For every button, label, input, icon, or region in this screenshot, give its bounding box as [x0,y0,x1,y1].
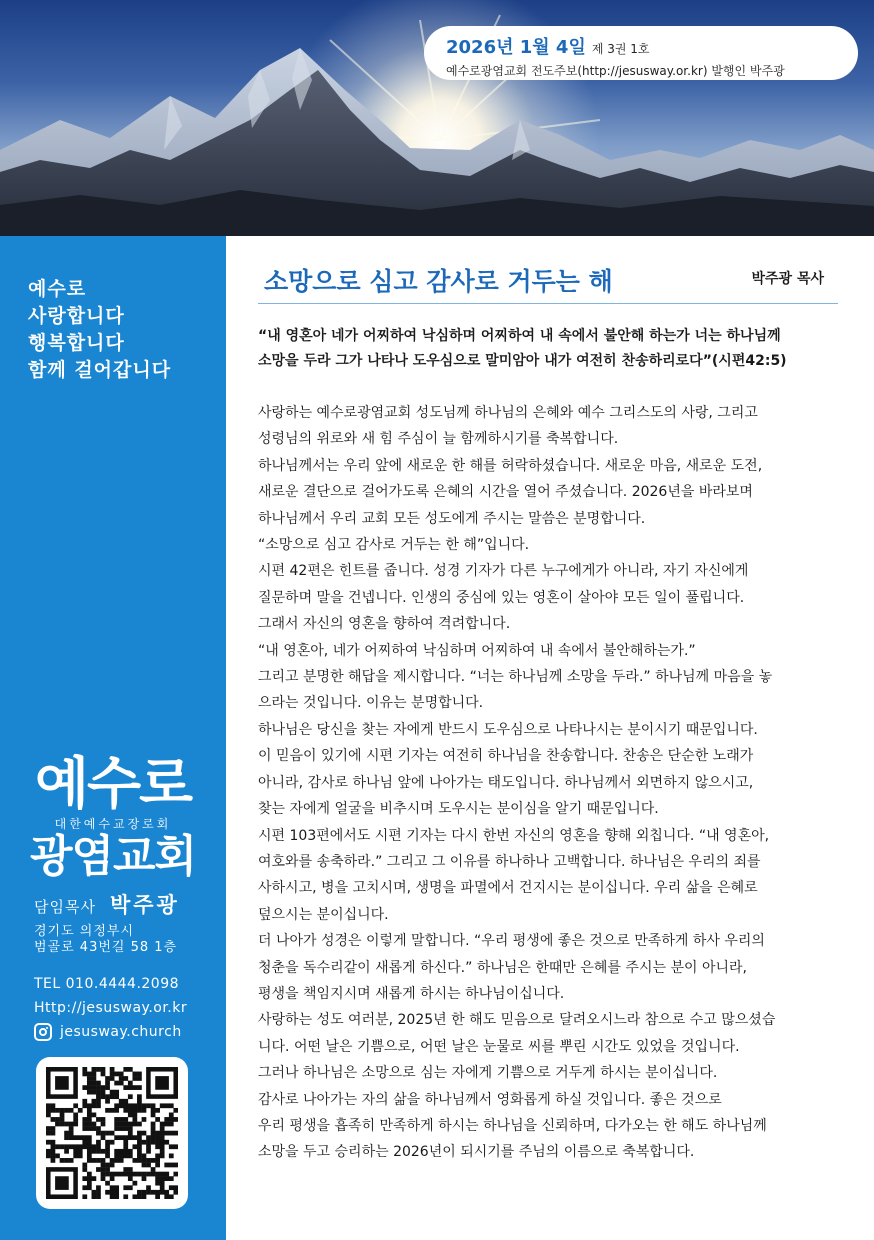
sidebar [0,236,226,1240]
body-line: 덮으시는 분이십니다. [258,906,389,923]
body-line: 하나님께서는 우리 앞에 새로운 한 해를 허락하셨습니다. 새로운 마음, 새로운 도전, [258,457,763,474]
address-line: 범골로 43번길 58 1층 [34,940,178,955]
logo-bottom-text: 광염교회 [29,831,196,882]
body-line: 여호와를 송축하라.” 그리고 그 이유를 하나하나 고백합니다. 하나님은 우리의 죄를 [258,853,761,870]
article-header [258,236,838,304]
pastor-name: 박주광 [109,893,180,917]
body-line: 하나님은 당신을 찾는 자에게 반드시 도우심으로 나타나시는 분이시기 때문입니다. [258,721,758,738]
body-line: 하나님께서 우리 교회 모든 성도에게 주시는 말씀은 분명합니다. [258,510,646,527]
instagram-link[interactable] [34,1020,187,1044]
body-line: 청춘을 독수리같이 새롭게 하신다.” 하나님은 한때만 은혜를 주시는 분이 아니라, [258,959,747,976]
body-line: 그러나 하나님은 소망으로 심는 자에게 기쁨으로 거두게 하시는 분이십니다. [258,1065,718,1082]
body-line: 시편 42편은 힌트를 줍니다. 성경 기자가 다른 누구에게가 아니라, 자기 자신에게 [258,563,749,580]
body-line: 소망을 두고 승리하는 2026년이 되시기를 주님의 이름으로 축복합니다. [258,1144,695,1161]
body-line: 으라는 것입니다. 이유는 분명합니다. [258,695,484,712]
issue-volume: 제 3권 1호 [591,42,650,56]
issue-date: 2026년 1월 4일 [446,37,586,58]
instagram-handle: jesusway.church [60,1024,182,1040]
article-author: 박주광 목사 [751,271,824,287]
website-link[interactable]: Http://jesusway.or.kr [34,1000,188,1016]
pastor-info [34,889,180,919]
verse-line: 소망을 두라 그가 나타나 도우심으로 말미암아 내가 여전히 찬송하리로다”(시편42:5) [258,353,787,369]
pastor-label: 담임목사 [34,898,96,916]
publisher-line: 예수로광염교회 전도주보(http://jesusway.or.kr) 발행인 박주광 [446,64,785,78]
body-line: 사랑하는 성도 여러분, 2025년 한 해도 믿음으로 달려오시느라 참으로 수고 많으셨습 [258,1012,776,1029]
article [258,236,838,1166]
body-line: 아니라, 감사로 하나님 앞에 나아가는 태도입니다. 하나님께서 외면하지 않으시고, [258,774,754,791]
body-line: 니다. 어떤 날은 기쁨으로, 어떤 날은 눈물로 씨를 뿌린 시간도 있었을 것입니다. [258,1038,740,1055]
body-line: 사하시고, 병을 고치시며, 생명을 파멸에서 건지시는 분이십니다. 우리 삶을 은혜로 [258,880,758,897]
body-line: 감사로 나아가는 자의 삶을 하나님께서 영화롭게 하실 것입니다. 좋은 것으로 [258,1091,722,1108]
instagram-icon [34,1023,52,1041]
issue-info-box [424,26,858,80]
body-line: 질문하며 말을 건넵니다. 인생의 중심에 있는 영혼이 살아야 모든 일이 풀립니다. [258,589,745,606]
slogan-line: 사랑합니다 [28,305,125,327]
body-line: 그리고 분명한 해답을 제시합니다. “너는 하나님께 소망을 두라.” 하나님께 마음을 놓 [258,669,773,686]
body-line: 사랑하는 예수로광염교회 성도님께 하나님의 은혜와 예수 그리스도의 사랑, 그리고 [258,405,758,421]
church-address [34,924,177,956]
slogan-line: 함께 걸어갑니다 [28,359,172,381]
address-line: 경기도 의정부시 [34,924,135,939]
body-line: 새로운 결단으로 걸어가도록 은혜의 시간을 열어 주셨습니다. 2026년을 바라보며 [258,484,753,501]
body-line: 그래서 자신의 영혼을 향하여 격려합니다. [258,616,511,633]
qr-code[interactable] [36,1057,188,1209]
verse-line: “내 영혼아 네가 어찌하여 낙심하며 어찌하여 내 속에서 불안해 하는가 너는 하나님께 [258,328,781,344]
logo-denomination: 대한예수교장로회 [54,817,172,831]
article-title: 소망으로 심고 감사로 거두는 해 [264,267,613,296]
qr-code-image [46,1067,178,1199]
body-line: 성령님의 위로와 새 힘 주심이 늘 함께하시기를 축복합니다. [258,431,619,448]
article-body [258,400,838,1166]
slogan [28,276,171,384]
contact-info [34,972,187,1044]
body-line: 더 나아가 성경은 이렇게 말합니다. “우리 평생에 좋은 것으로 만족하게 하사 우리의 [258,933,765,950]
body-line: 우리 평생을 흡족히 만족하게 하시는 하나님을 신뢰하며, 다가오는 한 해도 하나님께 [258,1117,767,1134]
body-line: “내 영혼아, 네가 어찌하여 낙심하며 어찌하여 내 속에서 불안해하는가.” [258,642,696,659]
slogan-line: 예수로 [28,278,87,300]
slogan-line: 행복합니다 [28,332,125,354]
logo-top-text: 예수로 [34,752,192,817]
body-line: 이 믿음이 있기에 시편 기자는 여전히 하나님을 찬송합니다. 찬송은 단순한 노래가 [258,748,754,765]
church-logo [0,752,226,882]
body-line: 시편 103편에서도 시편 기자는 다시 한번 자신의 영혼을 향해 외칩니다. “내 영혼아, [258,827,770,844]
header-photo [0,0,874,236]
scripture-verse [258,324,838,374]
body-line: 평생을 책임지시며 새롭게 하시는 하나님이십니다. [258,985,565,1002]
body-line: “소망으로 심고 감사로 거두는 한 해”입니다. [258,537,530,554]
phone-number: TEL 010.4444.2098 [34,976,180,992]
body-line: 찾는 자에게 얼굴을 비추시며 도우시는 분이심을 알기 때문입니다. [258,801,659,818]
